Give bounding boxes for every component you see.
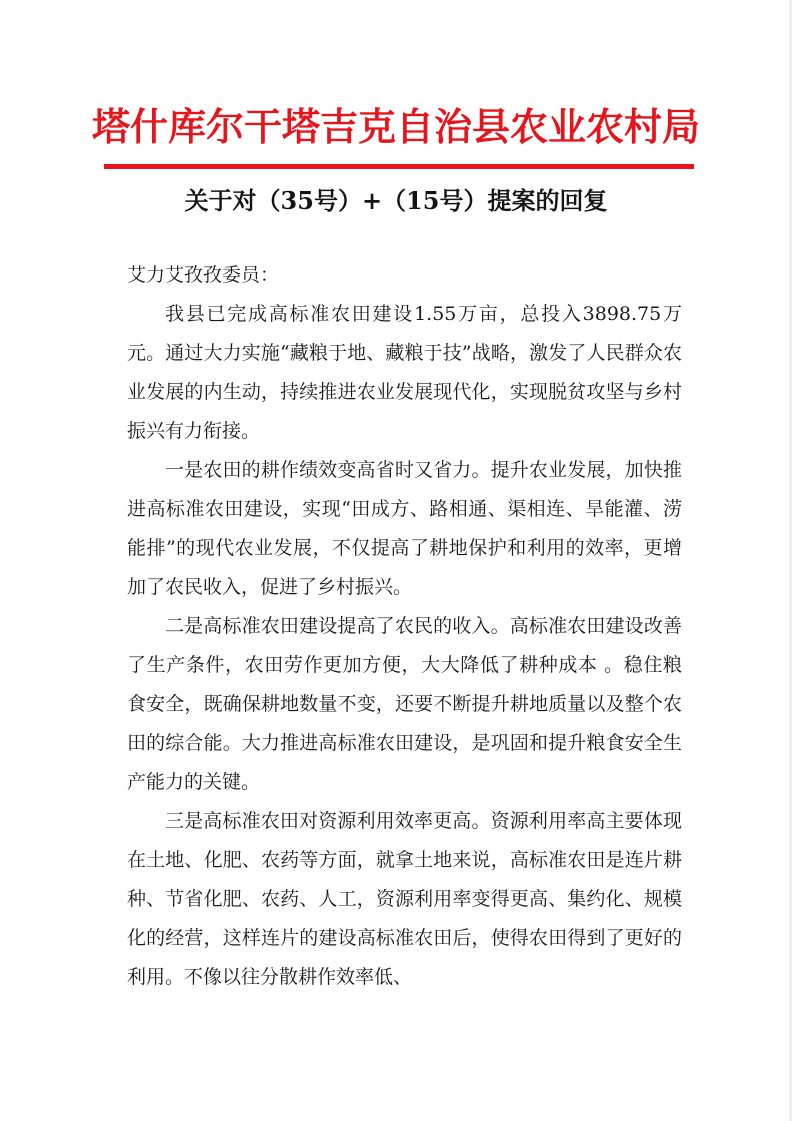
document-title: 关于对（35号）+（15号）提案的回复 [184, 186, 608, 215]
paragraph-intro: 我县已完成高标准农田建设1.55万亩，总投入3898.75万元。通过大力实施“藏粮于地、藏粮于技”战略，激发了人民群众农业发展的内生动，持续推进农业发展现代化，实现脱贫攻坚与乡村振兴有力衔接。 [127, 303, 682, 442]
red-header-rule [104, 164, 694, 169]
letter-body [127, 256, 682, 997]
organization-header: 塔什库尔干塔吉克自治县农业农村局 [91, 104, 700, 149]
salutation: 艾力艾孜孜委员： [127, 264, 280, 286]
paragraph-point-two: 二是高标准农田建设提高了农民的收入。高标准农田建设改善了生产条件，农田劳作更加方便，大大降低了耕种成本 。稳住粮食安全，既确保耕地数量不变，还要不断提升耕地质量以及整个农田的综合能。大力推进高标准农田建设，是巩固和提升粮食安全生产能力的关键。 [127, 615, 682, 793]
paragraph-point-three: 三是高标准农田对资源利用效率更高。资源利用率高主要体现在土地、化肥、农药等方面，就拿土地来说，高标准农田是连片耕种、节省化肥、农药、人工，资源利用率变得更高、集约化、规模化的经营，这样连片的建设高标准农田后，使得农田得到了更好的利用。不像以往分散耕作效率低、 [127, 810, 682, 988]
paragraph-point-one: 一是农田的耕作绩效变高省时又省力。提升农业发展，加快推进高标准农田建设，实现“田成方、路相通、渠相连、旱能灌、涝能排”的现代农业发展，不仅提高了耕地保护和利用的效率，更增加了农民收入，促进了乡村振兴。 [127, 459, 682, 598]
